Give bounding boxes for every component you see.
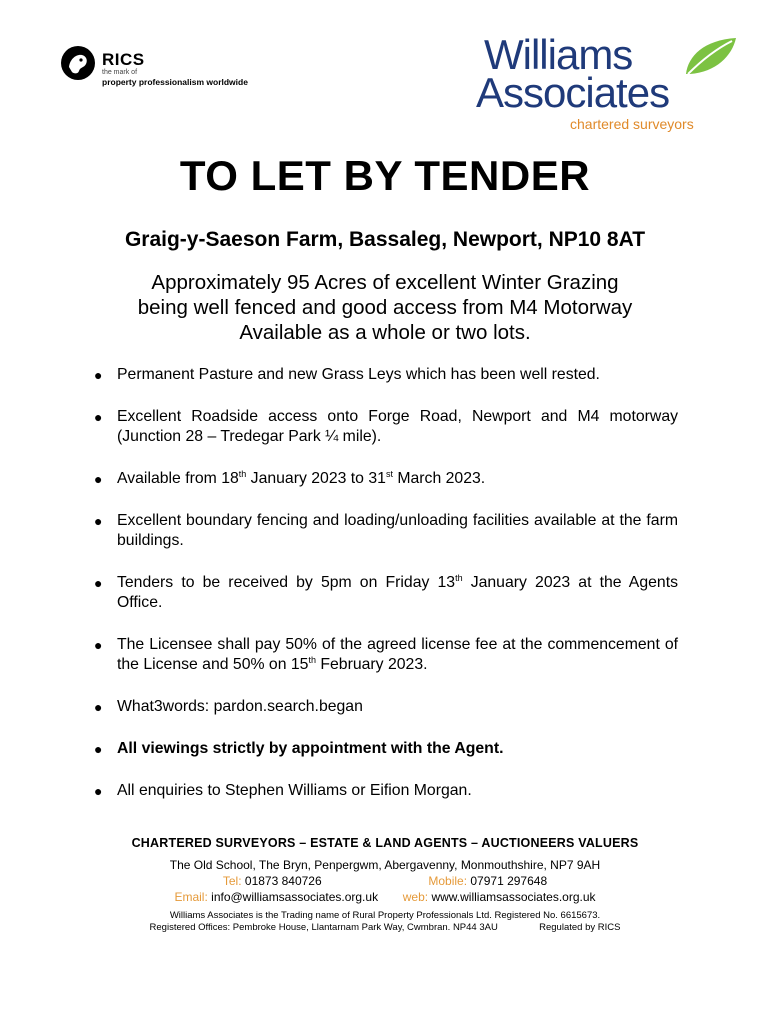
list-item: [90, 365, 678, 385]
bullet-icon: ●: [94, 637, 103, 653]
footer-contacts: [0, 889, 770, 905]
email-link[interactable]: info@williamsassociates.org.uk: [211, 890, 379, 904]
mobile-label: Mobile:: [428, 874, 468, 888]
tel-label: Tel:: [222, 874, 242, 888]
bullet-icon: ●: [94, 575, 103, 591]
list-item-text: Excellent Roadside access onto Forge Road, Newport and M4 motorway (Junction 28 – Tredegar Park ¼ mile).: [117, 408, 678, 445]
list-item: [90, 511, 678, 551]
logo-williams-text: Williams: [484, 31, 633, 78]
footer-phones: [0, 873, 770, 889]
intro-line: Approximately 95 Acres of excellent Winter Grazing: [151, 271, 619, 294]
bullet-icon: ●: [94, 471, 103, 487]
footer-legal-line1: Williams Associates is the Trading name of Rural Property Professionals Ltd. Registered No. 6615673.: [169, 910, 601, 921]
bullet-icon: ●: [94, 513, 103, 529]
web-link[interactable]: www.williamsassociates.org.uk: [431, 890, 596, 904]
list-item: [90, 469, 678, 489]
williams-associates-logo: [474, 32, 738, 136]
intro-line: being well fenced and good access from M4 Motorway: [137, 296, 633, 319]
intro-text: [0, 270, 770, 345]
feature-list: [90, 365, 678, 801]
list-item-text: Available from 18th January 2023 to 31st March 2023.: [117, 469, 486, 487]
rics-tagline-small: the mark of: [102, 69, 138, 76]
bullet-icon: ●: [94, 741, 103, 757]
list-item: [90, 697, 678, 717]
intro-line: Available as a whole or two lots.: [239, 321, 531, 344]
footer-heading: CHARTERED SURVEYORS – ESTATE & LAND AGENTS – AUCTIONEERS VALUERS: [131, 836, 639, 850]
list-item-text: Excellent boundary fencing and loading/unloading facilities available at the farm buildings.: [117, 512, 678, 549]
list-item-text: Tenders to be received by 5pm on Friday 13th January 2023 at the Agents Office.: [117, 573, 678, 611]
list-item-text: All enquiries to Stephen Williams or Eifion Morgan.: [117, 782, 472, 799]
list-item: [90, 407, 678, 447]
footer-legal-line2: Registered Offices: Pembroke House, Llantarnam Park Way, Cwmbran. NP44 3AU Regulated by RICS: [149, 922, 621, 933]
list-item: [90, 781, 678, 801]
list-item: [90, 573, 678, 613]
rics-logo: [60, 45, 260, 95]
bullet-icon: ●: [94, 409, 103, 425]
logo-chartered-surveyors: chartered surveyors: [570, 116, 694, 132]
leaf-icon: [680, 34, 740, 78]
list-item: [90, 635, 678, 675]
property-address: Graig-y-Saeson Farm, Bassaleg, Newport, NP10 8AT: [124, 228, 646, 251]
logo-associates-text: Associates: [476, 69, 670, 116]
bullet-icon: ●: [94, 783, 103, 799]
list-item-text: What3words: pardon.search.began: [117, 698, 363, 715]
footer-address: The Old School, The Bryn, Penpergwm, Abergavenny, Monmouthshire, NP7 9AH: [169, 858, 601, 872]
rics-lion-icon: [60, 45, 96, 81]
list-item: [90, 739, 678, 759]
footer: [0, 836, 770, 934]
tel-number: 01873 840726: [244, 874, 322, 888]
mobile-number: 07971 297648: [470, 874, 548, 888]
regulated-text: Regulated by RICS: [539, 922, 621, 933]
web-label: web:: [402, 890, 429, 904]
list-item-text: Permanent Pasture and new Grass Leys which has been well rested.: [117, 366, 600, 383]
bullet-icon: ●: [94, 699, 103, 715]
list-item-text: The Licensee shall pay 50% of the agreed license fee at the commencement of the License and 50% on 15th February 2023.: [117, 636, 678, 673]
email-label: Email:: [174, 890, 208, 904]
list-item-text: All viewings strictly by appointment with the Agent.: [117, 740, 504, 757]
bullet-icon: ●: [94, 367, 103, 383]
rics-name: RICS: [102, 50, 145, 69]
rics-tagline: property professionalism worldwide: [102, 77, 248, 87]
page-title: TO LET BY TENDER: [179, 152, 591, 199]
